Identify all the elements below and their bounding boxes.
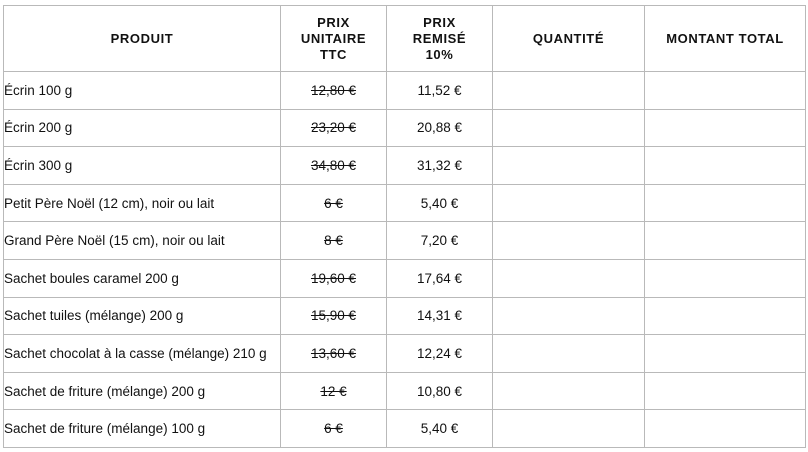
discount-price: 20,88 € <box>416 120 463 136</box>
header-unit-price-line-3: TTC <box>319 46 348 62</box>
header-product <box>4 6 281 72</box>
total-amount-cell[interactable] <box>645 184 806 222</box>
discount-price: 14,31 € <box>416 308 463 324</box>
discount-price: 31,32 € <box>416 157 463 173</box>
header-quantity-label: QUANTITÉ <box>532 30 605 46</box>
order-form-table <box>3 5 806 448</box>
header-product-label: PRODUIT <box>110 30 174 46</box>
header-discount-price <box>387 6 493 72</box>
discount-price-cell <box>387 72 493 110</box>
product-name: Sachet tuiles (mélange) 200 g <box>4 297 281 335</box>
table-row <box>4 259 806 297</box>
unit-price-cell <box>281 147 387 185</box>
quantity-cell[interactable] <box>493 410 645 448</box>
discount-price-cell <box>387 259 493 297</box>
discount-price-cell <box>387 222 493 260</box>
total-amount-cell[interactable] <box>645 297 806 335</box>
discount-price-cell <box>387 372 493 410</box>
product-name: Sachet boules caramel 200 g <box>4 259 281 297</box>
table-row <box>4 147 806 185</box>
discount-price: 5,40 € <box>420 195 459 211</box>
product-name: Sachet chocolat à la casse (mélange) 210 g <box>4 335 281 373</box>
table-row <box>4 109 806 147</box>
unit-price-cell <box>281 335 387 373</box>
unit-price-cell <box>281 259 387 297</box>
discount-price: 11,52 € <box>417 82 462 98</box>
unit-price-cell <box>281 184 387 222</box>
quantity-cell[interactable] <box>493 259 645 297</box>
total-amount-cell[interactable] <box>645 72 806 110</box>
header-total-label: MONTANT TOTAL <box>666 30 784 46</box>
quantity-cell[interactable] <box>493 72 645 110</box>
header-unit-price-line-2: UNITAIRE <box>300 30 367 46</box>
total-amount-cell[interactable] <box>645 372 806 410</box>
table-row <box>4 72 806 110</box>
header-total <box>645 6 806 72</box>
quantity-cell[interactable] <box>493 184 645 222</box>
unit-price-struck: 19,60 € <box>310 270 357 286</box>
unit-price-cell <box>281 372 387 410</box>
discount-price: 12,24 € <box>416 345 463 361</box>
unit-price-struck: 12,80 € <box>310 82 357 98</box>
table-row <box>4 184 806 222</box>
product-name: Grand Père Noël (15 cm), noir ou lait <box>4 222 281 260</box>
unit-price-struck: 6 € <box>324 195 343 211</box>
unit-price-cell <box>281 222 387 260</box>
total-amount-cell[interactable] <box>645 335 806 373</box>
discount-price-cell <box>387 297 493 335</box>
product-name: Sachet de friture (mélange) 200 g <box>4 372 281 410</box>
product-name: Sachet de friture (mélange) 100 g <box>4 410 281 448</box>
quantity-cell[interactable] <box>493 147 645 185</box>
table-row <box>4 335 806 373</box>
header-row <box>4 6 806 72</box>
discount-price: 5,40 € <box>420 421 459 437</box>
discount-price-cell <box>387 335 493 373</box>
total-amount-cell[interactable] <box>645 259 806 297</box>
product-name: Écrin 100 g <box>4 72 281 110</box>
quantity-cell[interactable] <box>493 222 645 260</box>
total-amount-cell[interactable] <box>645 222 806 260</box>
header-discount-price-line-3: 10% <box>425 46 454 62</box>
quantity-cell[interactable] <box>493 372 645 410</box>
discount-price-cell <box>387 147 493 185</box>
unit-price-cell <box>281 109 387 147</box>
header-discount-price-line-2: REMISÉ <box>412 30 467 46</box>
total-amount-cell[interactable] <box>645 410 806 448</box>
unit-price-struck: 6 € <box>324 421 343 437</box>
discount-price: 7,20 € <box>420 233 459 249</box>
unit-price-struck: 12 € <box>320 383 347 399</box>
unit-price-struck: 23,20 € <box>310 120 357 136</box>
header-discount-price-line-1: PRIX <box>423 14 456 30</box>
quantity-cell[interactable] <box>493 109 645 147</box>
unit-price-cell <box>281 410 387 448</box>
table-row <box>4 297 806 335</box>
unit-price-cell <box>281 297 387 335</box>
product-name: Petit Père Noël (12 cm), noir ou lait <box>4 184 281 222</box>
table-row <box>4 222 806 260</box>
discount-price: 17,64 € <box>416 270 463 286</box>
discount-price: 10,80 € <box>416 383 463 399</box>
unit-price-struck: 15,90 € <box>310 308 357 324</box>
quantity-cell[interactable] <box>493 297 645 335</box>
discount-price-cell <box>387 109 493 147</box>
header-quantity <box>493 6 645 72</box>
unit-price-struck: 34,80 € <box>310 157 357 173</box>
product-name: Écrin 200 g <box>4 109 281 147</box>
unit-price-struck: 8 € <box>324 233 343 249</box>
discount-price-cell <box>387 410 493 448</box>
table-row <box>4 410 806 448</box>
product-name: Écrin 300 g <box>4 147 281 185</box>
total-amount-cell[interactable] <box>645 147 806 185</box>
total-amount-cell[interactable] <box>645 109 806 147</box>
table-row <box>4 372 806 410</box>
header-unit-price <box>281 6 387 72</box>
quantity-cell[interactable] <box>493 335 645 373</box>
discount-price-cell <box>387 184 493 222</box>
unit-price-cell <box>281 72 387 110</box>
header-unit-price-line-1: PRIX <box>317 14 350 30</box>
unit-price-struck: 13,60 € <box>310 345 357 361</box>
